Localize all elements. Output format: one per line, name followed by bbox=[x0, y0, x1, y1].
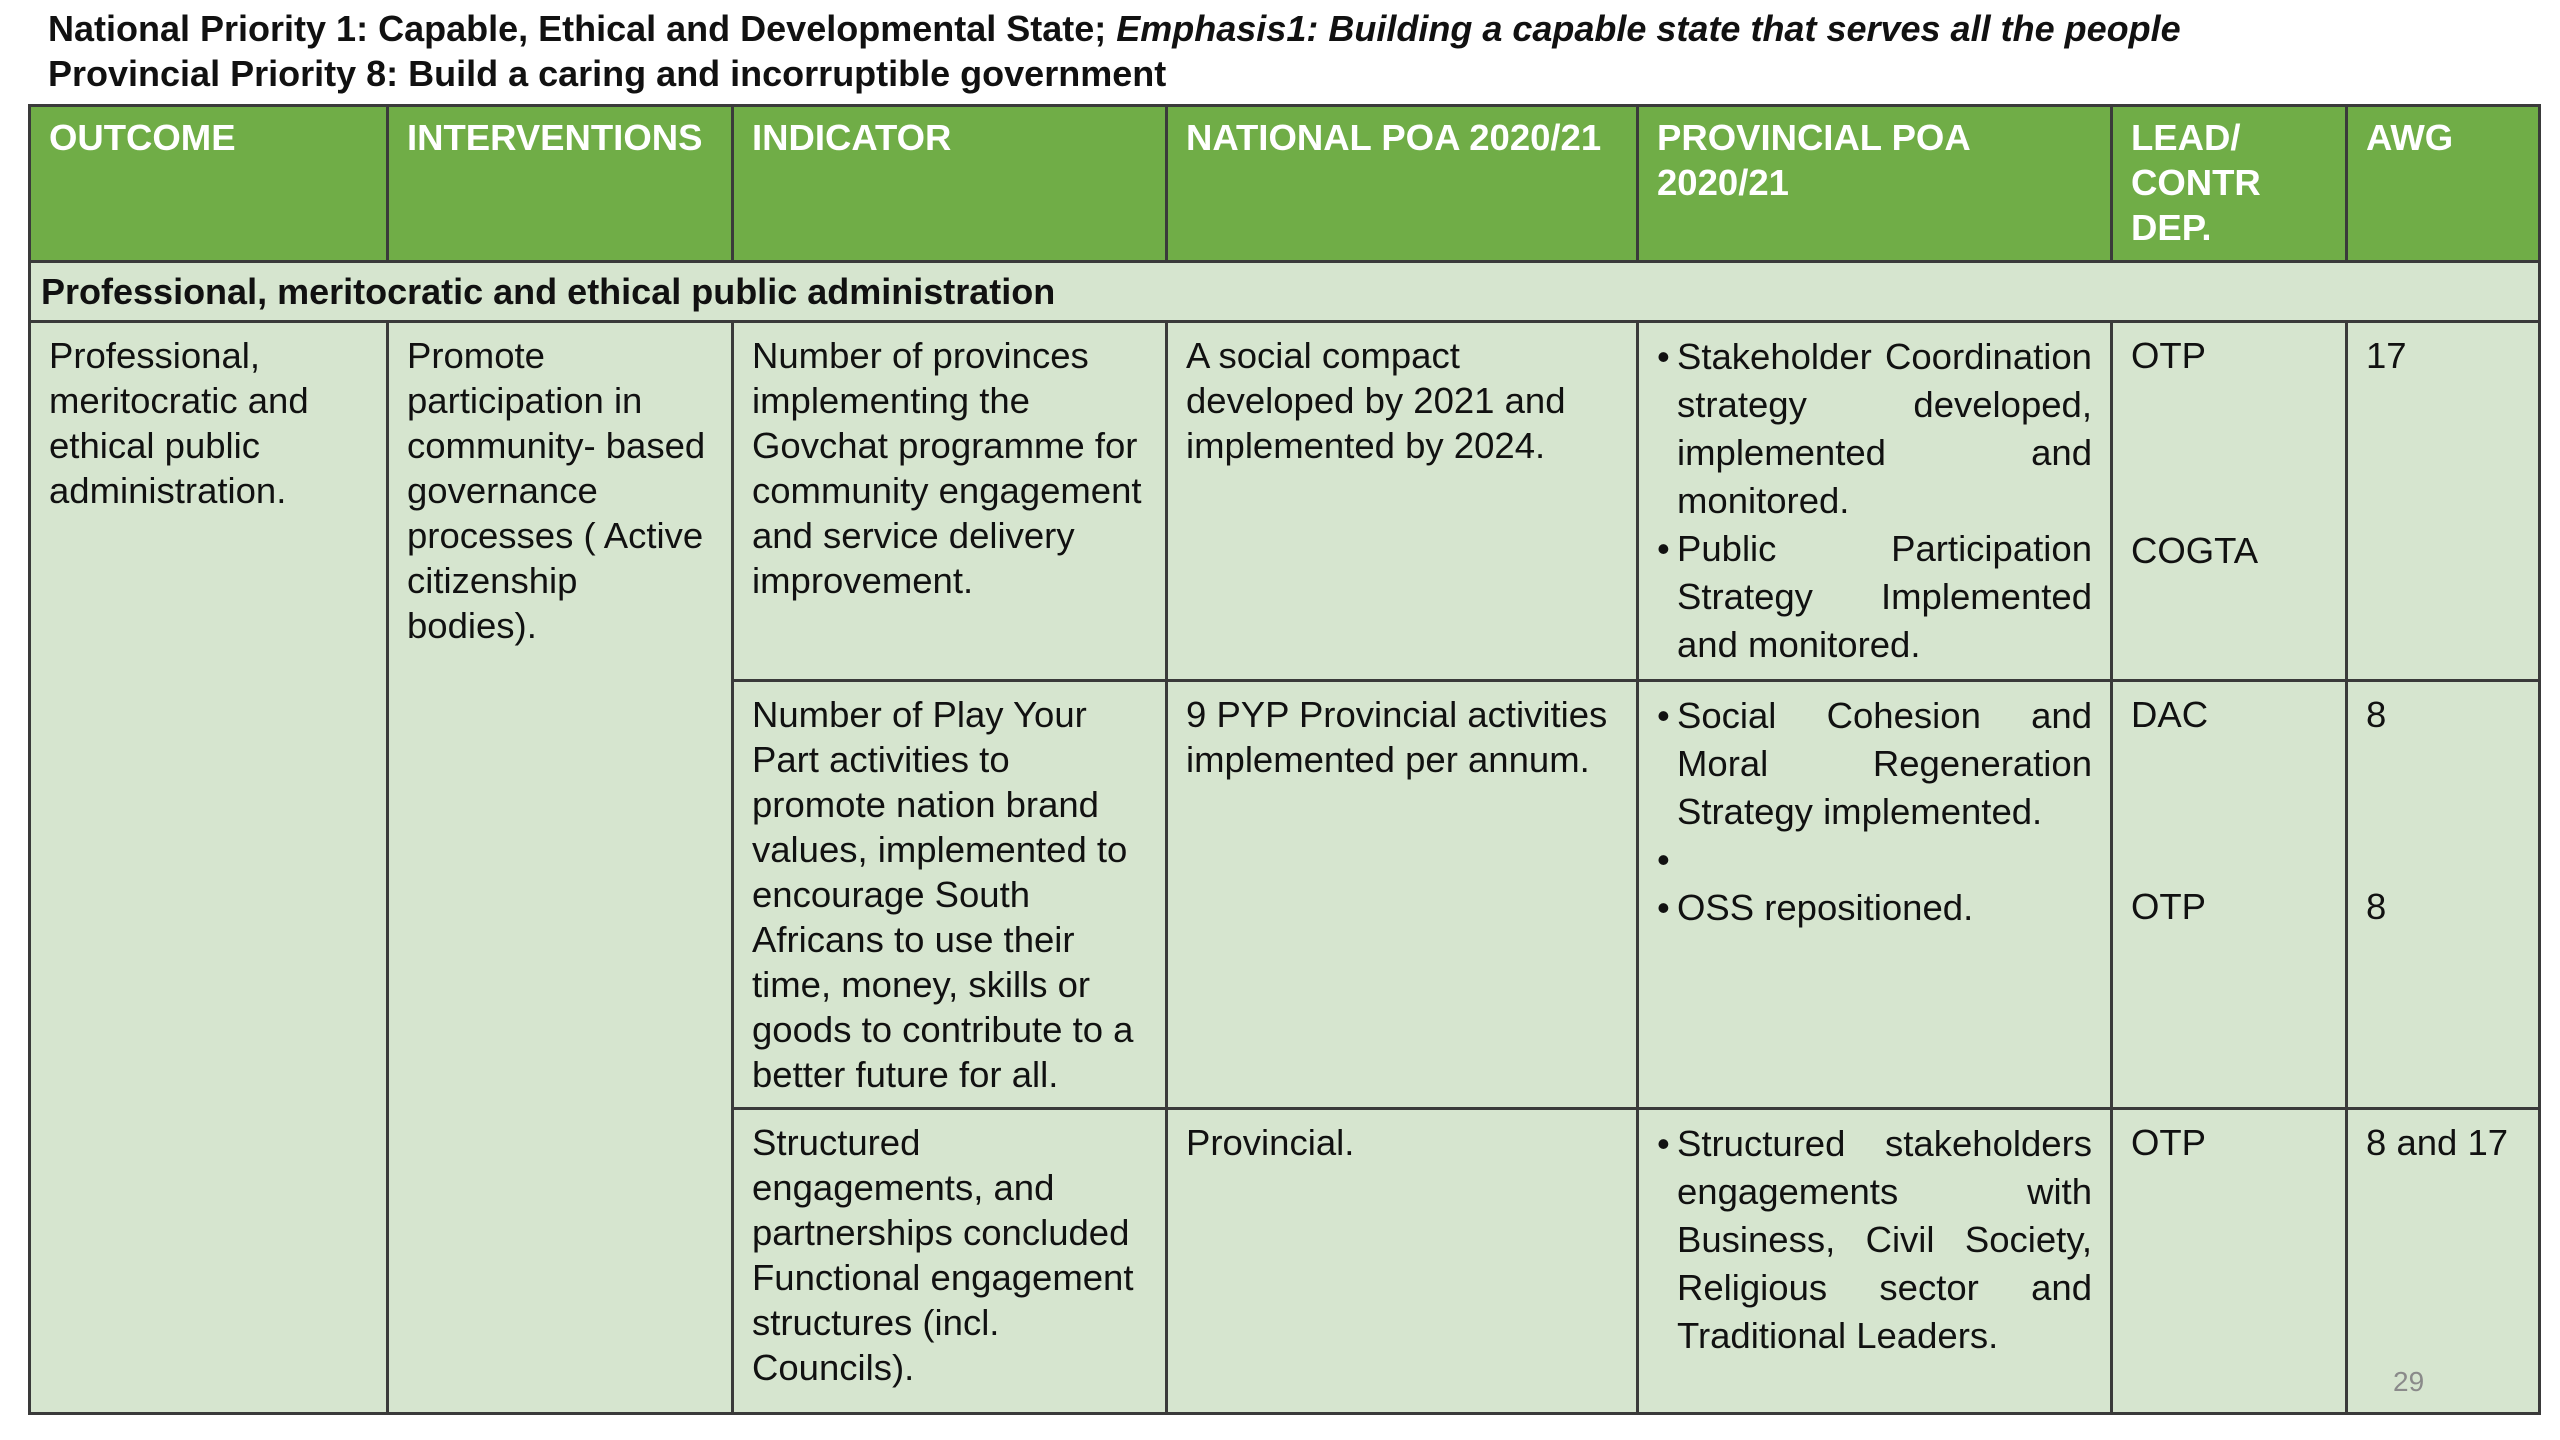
poa-table bbox=[28, 104, 2541, 1415]
provincial-bullet-list bbox=[1657, 1120, 2092, 1360]
lead-dept-value: OTP bbox=[2131, 1122, 2207, 1163]
list-item: • Social Cohesion and Moral Regeneration Strategy implemented. bbox=[1657, 692, 2092, 836]
provincial-bullet-list bbox=[1657, 692, 2092, 932]
header-interventions: INTERVENTIONS bbox=[388, 106, 733, 262]
outcome-cell: Professional, meritocratic and ethical public administration. bbox=[30, 322, 388, 1414]
lead-dept-value: COGTA bbox=[2131, 530, 2259, 571]
lead-dept-value: DAC bbox=[2131, 694, 2209, 735]
awg-value: 8 bbox=[2366, 694, 2387, 735]
awg-cell bbox=[2347, 681, 2540, 1109]
provincial-bullet-list bbox=[1657, 333, 2092, 669]
lead-dept-cell bbox=[2112, 681, 2347, 1109]
page-heading bbox=[48, 6, 2528, 96]
provincial-poa-cell bbox=[1638, 681, 2112, 1109]
awg-cell bbox=[2347, 322, 2540, 681]
page-number: 29 bbox=[2393, 1366, 2425, 1397]
header-indicator: INDICATOR bbox=[733, 106, 1167, 262]
list-item: • OSS repositioned. bbox=[1657, 884, 2092, 932]
header-lead-dept: LEAD/ CONTR DEP. bbox=[2112, 106, 2347, 262]
intervention-cell: Promote participation in community- based governance processes ( Active citizenship bodies). bbox=[388, 322, 733, 1414]
lead-dept-cell bbox=[2112, 322, 2347, 681]
list-spacer bbox=[1657, 836, 2092, 884]
provincial-priority-line: Provincial Priority 8: Build a caring and incorruptible government bbox=[48, 53, 1167, 94]
list-item: • Stakeholder Coordination strategy developed, implemented and monitored. bbox=[1657, 333, 2092, 525]
list-item: • Public Participation Strategy Implemented and monitored. bbox=[1657, 525, 2092, 669]
awg-cell bbox=[2347, 1109, 2540, 1414]
header-provincial-poa: PROVINCIAL POA 2020/21 bbox=[1638, 106, 2112, 262]
national-poa-cell: A social compact developed by 2021 and implemented by 2024. bbox=[1167, 322, 1638, 681]
lead-dept-value: OTP bbox=[2131, 886, 2207, 927]
awg-value: 8 and 17 bbox=[2366, 1122, 2509, 1163]
national-poa-cell: Provincial. bbox=[1167, 1109, 1638, 1414]
header-awg: AWG bbox=[2347, 106, 2540, 262]
indicator-cell: Number of provinces implementing the Govchat programme for community engagement and service delivery improvement. bbox=[733, 322, 1167, 681]
table-header-row bbox=[30, 106, 2540, 262]
header-national-poa: NATIONAL POA 2020/21 bbox=[1167, 106, 1638, 262]
header-outcome: OUTCOME bbox=[30, 106, 388, 262]
awg-value: 8 bbox=[2366, 886, 2387, 927]
lead-dept-cell bbox=[2112, 1109, 2347, 1414]
indicator-cell: Structured engagements, and partnerships concluded Functional engagement structures (incl. Councils). bbox=[733, 1109, 1167, 1414]
list-item: • Structured stakeholders engagements with Business, Civil Society, Religious sector and Traditional Leaders. bbox=[1657, 1120, 2092, 1360]
provincial-poa-cell bbox=[1638, 322, 2112, 681]
table-row bbox=[30, 322, 2540, 681]
provincial-poa-cell bbox=[1638, 1109, 2112, 1414]
lead-dept-value: OTP bbox=[2131, 335, 2207, 376]
section-row bbox=[30, 262, 2540, 322]
emphasis-text: Emphasis1: Building a capable state that serves all the people bbox=[1116, 8, 2181, 49]
awg-value: 17 bbox=[2366, 335, 2407, 376]
national-poa-cell: 9 PYP Provincial activities implemented per annum. bbox=[1167, 681, 1638, 1109]
section-title: Professional, meritocratic and ethical public administration bbox=[30, 262, 2540, 322]
national-priority-line: National Priority 1: Capable, Ethical and Developmental State; Emphasis1: Building a capable state that serves all the people bbox=[48, 8, 2181, 49]
indicator-cell: Number of Play Your Part activities to promote nation brand values, implemented to encourage South Africans to use their time, money, skills or goods to contribute to a better future for all. bbox=[733, 681, 1167, 1109]
